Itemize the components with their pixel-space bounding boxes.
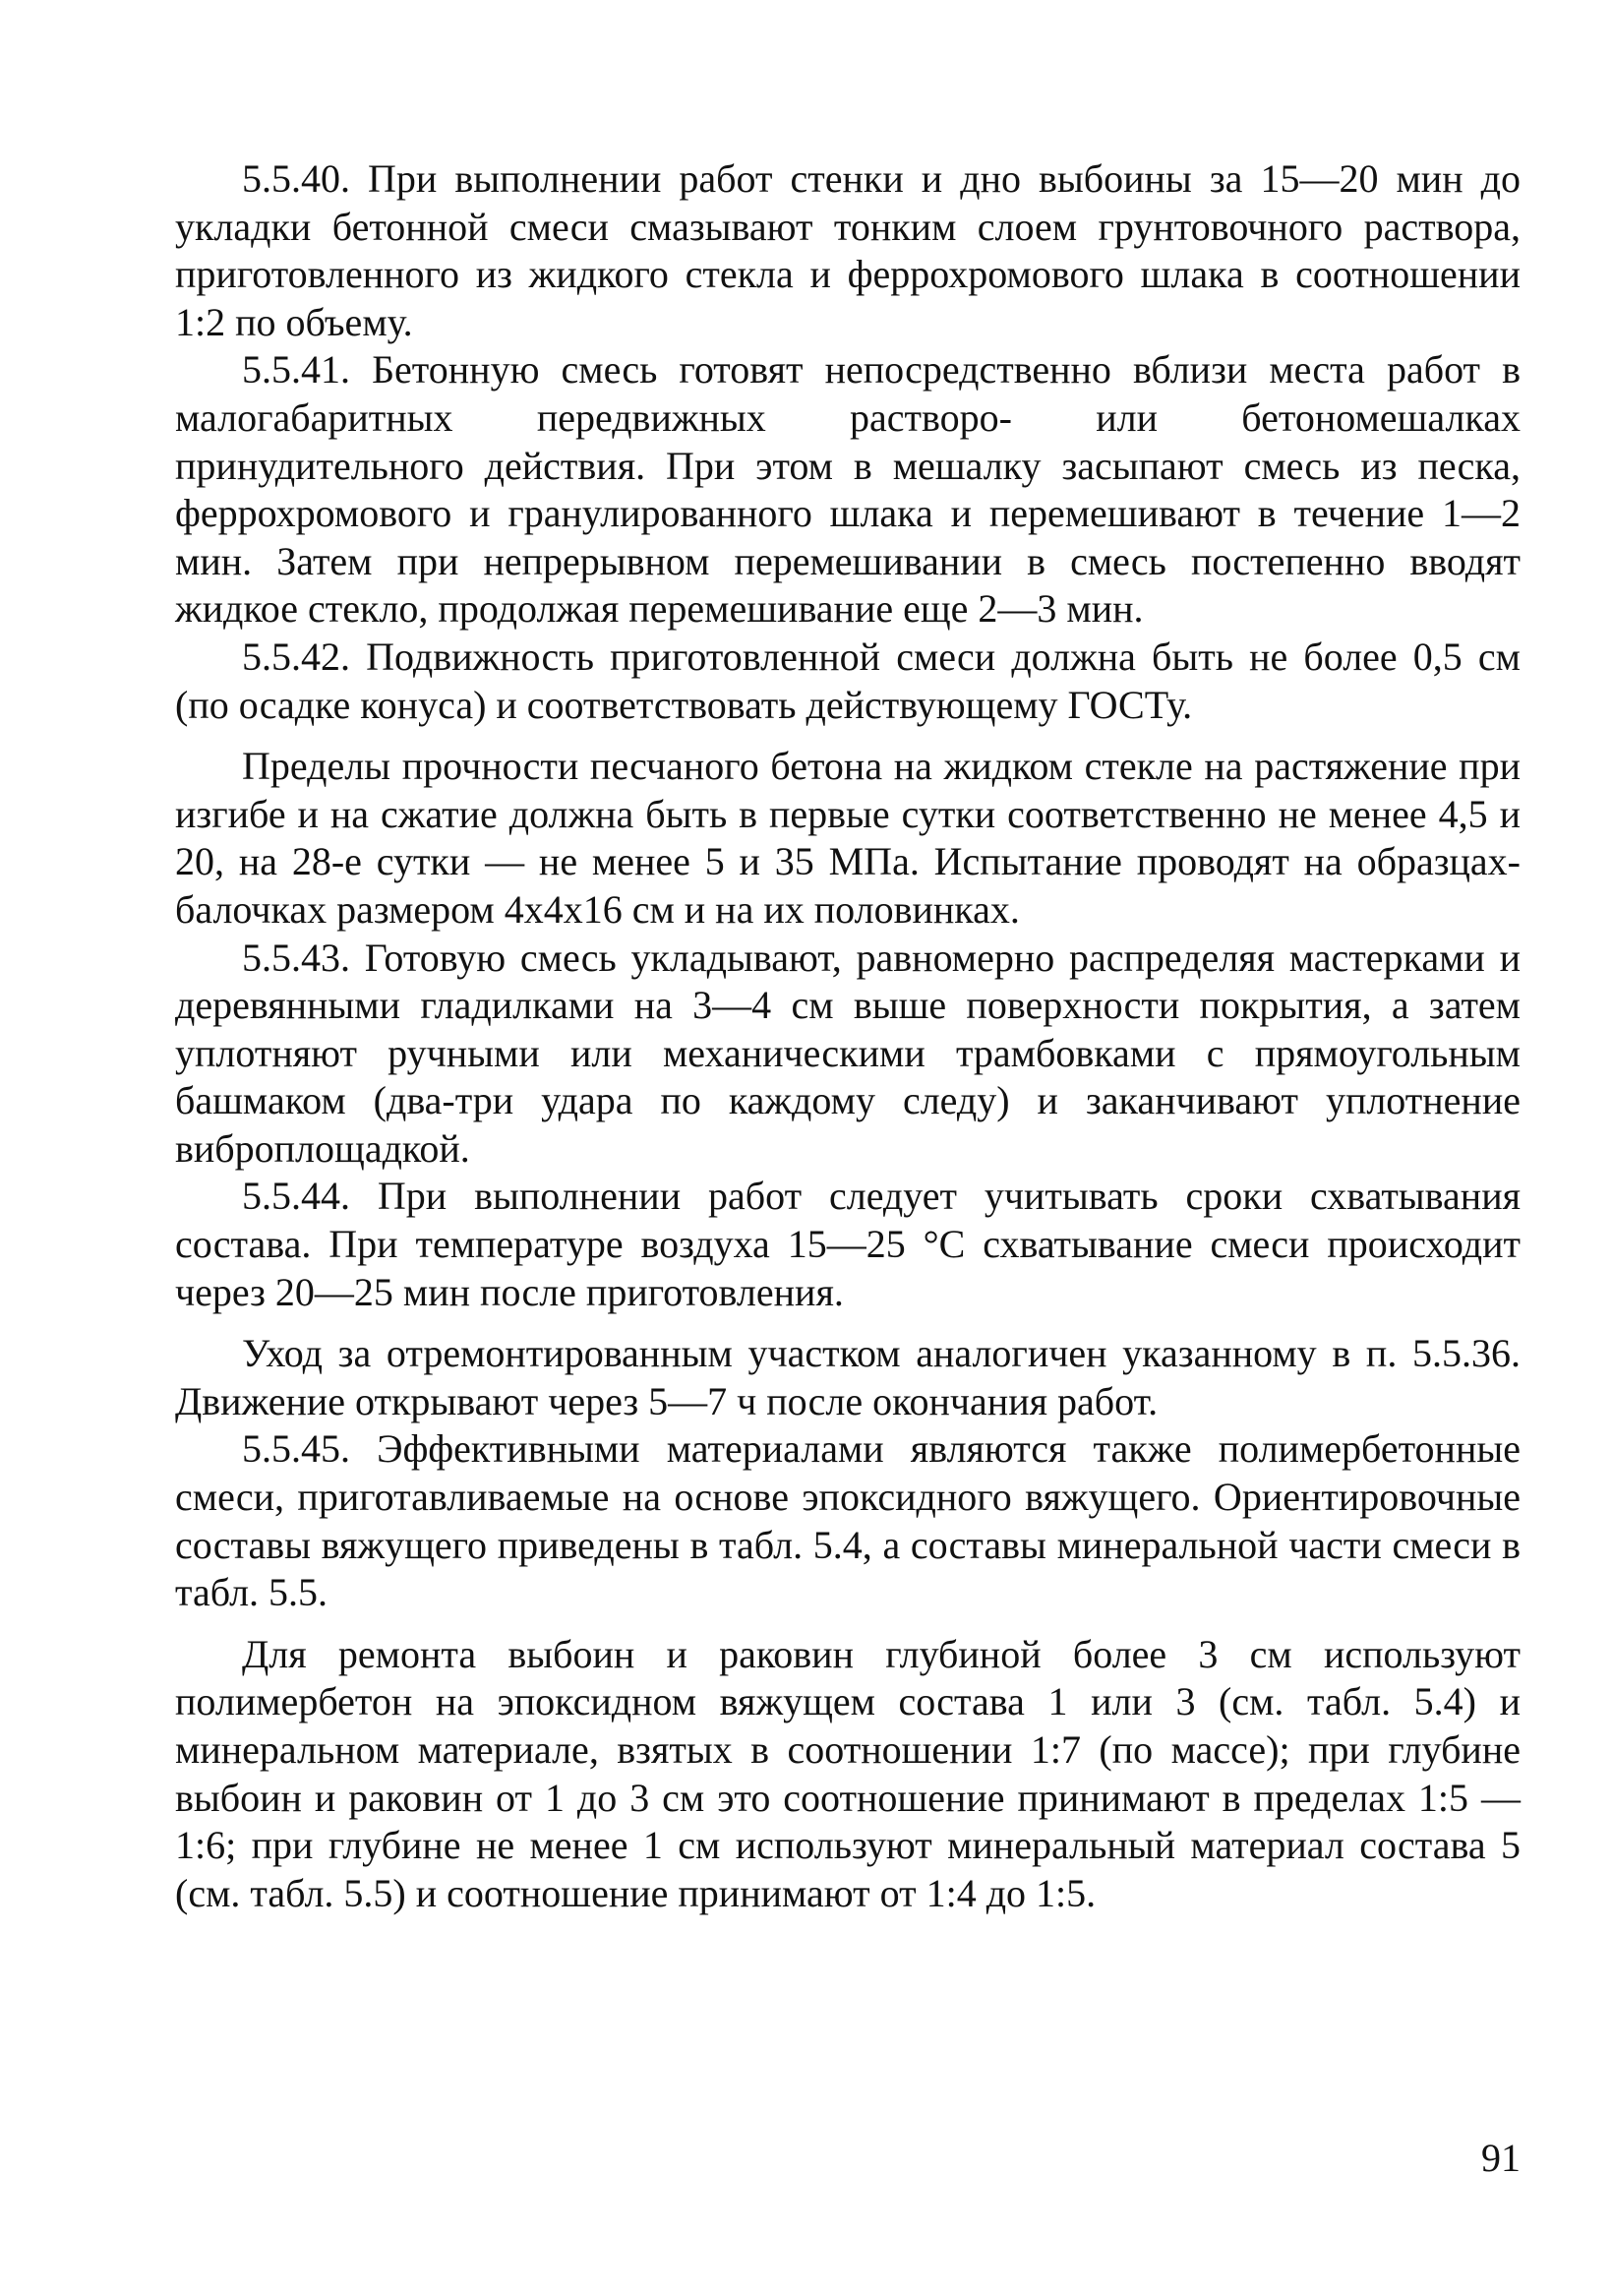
paragraph-5-5-40: 5.5.40. При выполнении работ стенки и дно выбоины за 15—20 мин до укладки бетонной смеси смазывают тонким слоем грунтовочного раствора, приготовленного из жидкого стекла и феррохромового шлака в соотношении 1:2 по объему.: [175, 156, 1521, 344]
body-text: [175, 155, 1521, 1917]
paragraph-care: Уход за отремонтированным участком аналогичен указанному в п. 5.5.36. Движение открывают через 5—7 ч после окончания работ.: [175, 1331, 1521, 1423]
paragraph-strength-limits: Пределы прочности песчаного бетона на жидком стекле на растяжение при изгибе и на сжатие должна быть в первые сутки соответственно не менее 4,5 и 20, на 28-е сутки — не менее 5 и 35 МПа. Испытание проводят на образцах-балочках размером 4х4х16 см и на их половинках.: [175, 744, 1521, 932]
paragraph-5-5-42: 5.5.42. Подвижность приготовленной смеси должна быть не более 0,5 см (по осадке конуса) и соответствовать действующему ГОСТу.: [175, 634, 1521, 727]
paragraph-5-5-41: 5.5.41. Бетонную смесь готовят непосредственно вблизи места работ в малогабаритных передвижных растворо- или бетономешалках принудительного действия. При этом в мешалку засыпают смесь из песка, феррохромового и гранулированного шлака и перемешивают в течение 1—2 мин. Затем при непрерывном перемешивании в смесь постепенно вводят жидкое стекло, продолжая перемешивание еще 2—3 мин.: [175, 347, 1521, 632]
page-number: 91: [1481, 2136, 1521, 2180]
paragraph-5-5-43: 5.5.43. Готовую смесь укладывают, равномерно распределяя мастерками и деревянными гладилками на 3—4 см выше поверхности покрытия, а затем уплотняют ручными или механическими трамбовками с прямоугольным башмаком (два-три удара по каждому следу) и заканчивают уплотнение виброплощадкой.: [175, 935, 1521, 1171]
paragraph-repair: Для ремонта выбоин и раковин глубиной более 3 см используют полимербетон на эпоксидном вяжущем состава 1 или 3 (см. табл. 5.4) и минеральном материале, взятых в соотношении 1:7 (по массе); при глубине выбоин и раковин от 1 до 3 см это соотношение принимают в пределах 1:5 — 1:6; при глубине не менее 1 см используют минеральный материал состава 5 (см. табл. 5.5) и соотношение принимают от 1:4 до 1:5.: [175, 1631, 1521, 1915]
paragraph-5-5-45: 5.5.45. Эффективными материалами являются также полимербетонные смеси, приготавливаемые на основе эпоксидного вяжущего. Ориентировочные составы вяжущего приведены в табл. 5.4, а составы минеральной части смеси в табл. 5.5.: [175, 1426, 1521, 1615]
paragraph-5-5-44: 5.5.44. При выполнении работ следует учитывать сроки схватывания состава. При температуре воздуха 15—25 °С схватывание смеси происходит через 20—25 мин после приготовления.: [175, 1174, 1521, 1314]
